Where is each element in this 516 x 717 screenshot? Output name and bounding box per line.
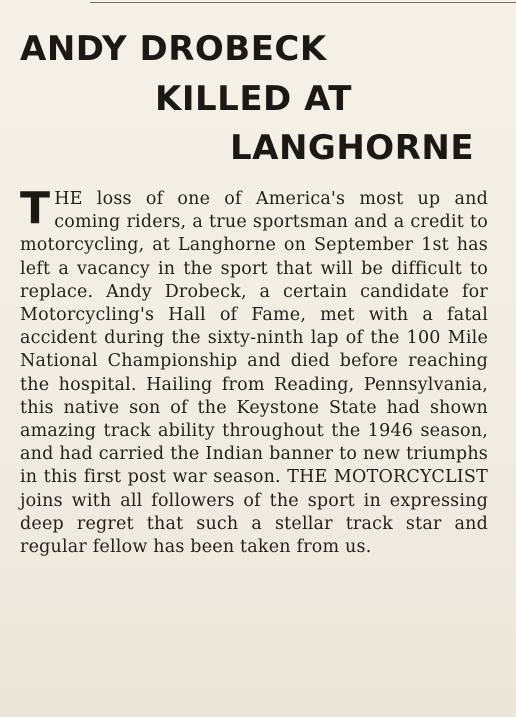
article-body bbox=[20, 183, 488, 559]
article-text: HE loss of one of America's most up and coming riders, a true sportsman and a credit to motorcycling, at Langhorne on September 1st has left a vacancy in the sport that will be difficult to replace. Andy Drobeck, a certain candidate for Motorcycling's Hall of Fame, met with a fatal accident during the sixty-ninth lap of the 100 Mile National Championship and died before reaching the hospital. Hailing from Reading, Pennsylvania, this native son of the Keystone State had shown amazing track ability throughout the 1946 season, and had carried the Indian banner to new triumphs in this first post war season. THE MOTORCYCLIST joins with all followers of the sport in expressing deep regret that such a stellar track star and regular fellow has been taken from us. bbox=[20, 189, 488, 558]
top-divider bbox=[90, 2, 516, 3]
headline-line-2: KILLED AT bbox=[155, 79, 352, 119]
headline-line-3: LANGHORNE bbox=[230, 128, 475, 168]
drop-cap: T bbox=[20, 183, 51, 234]
headline-line-1: ANDY DROBECK bbox=[20, 29, 327, 69]
